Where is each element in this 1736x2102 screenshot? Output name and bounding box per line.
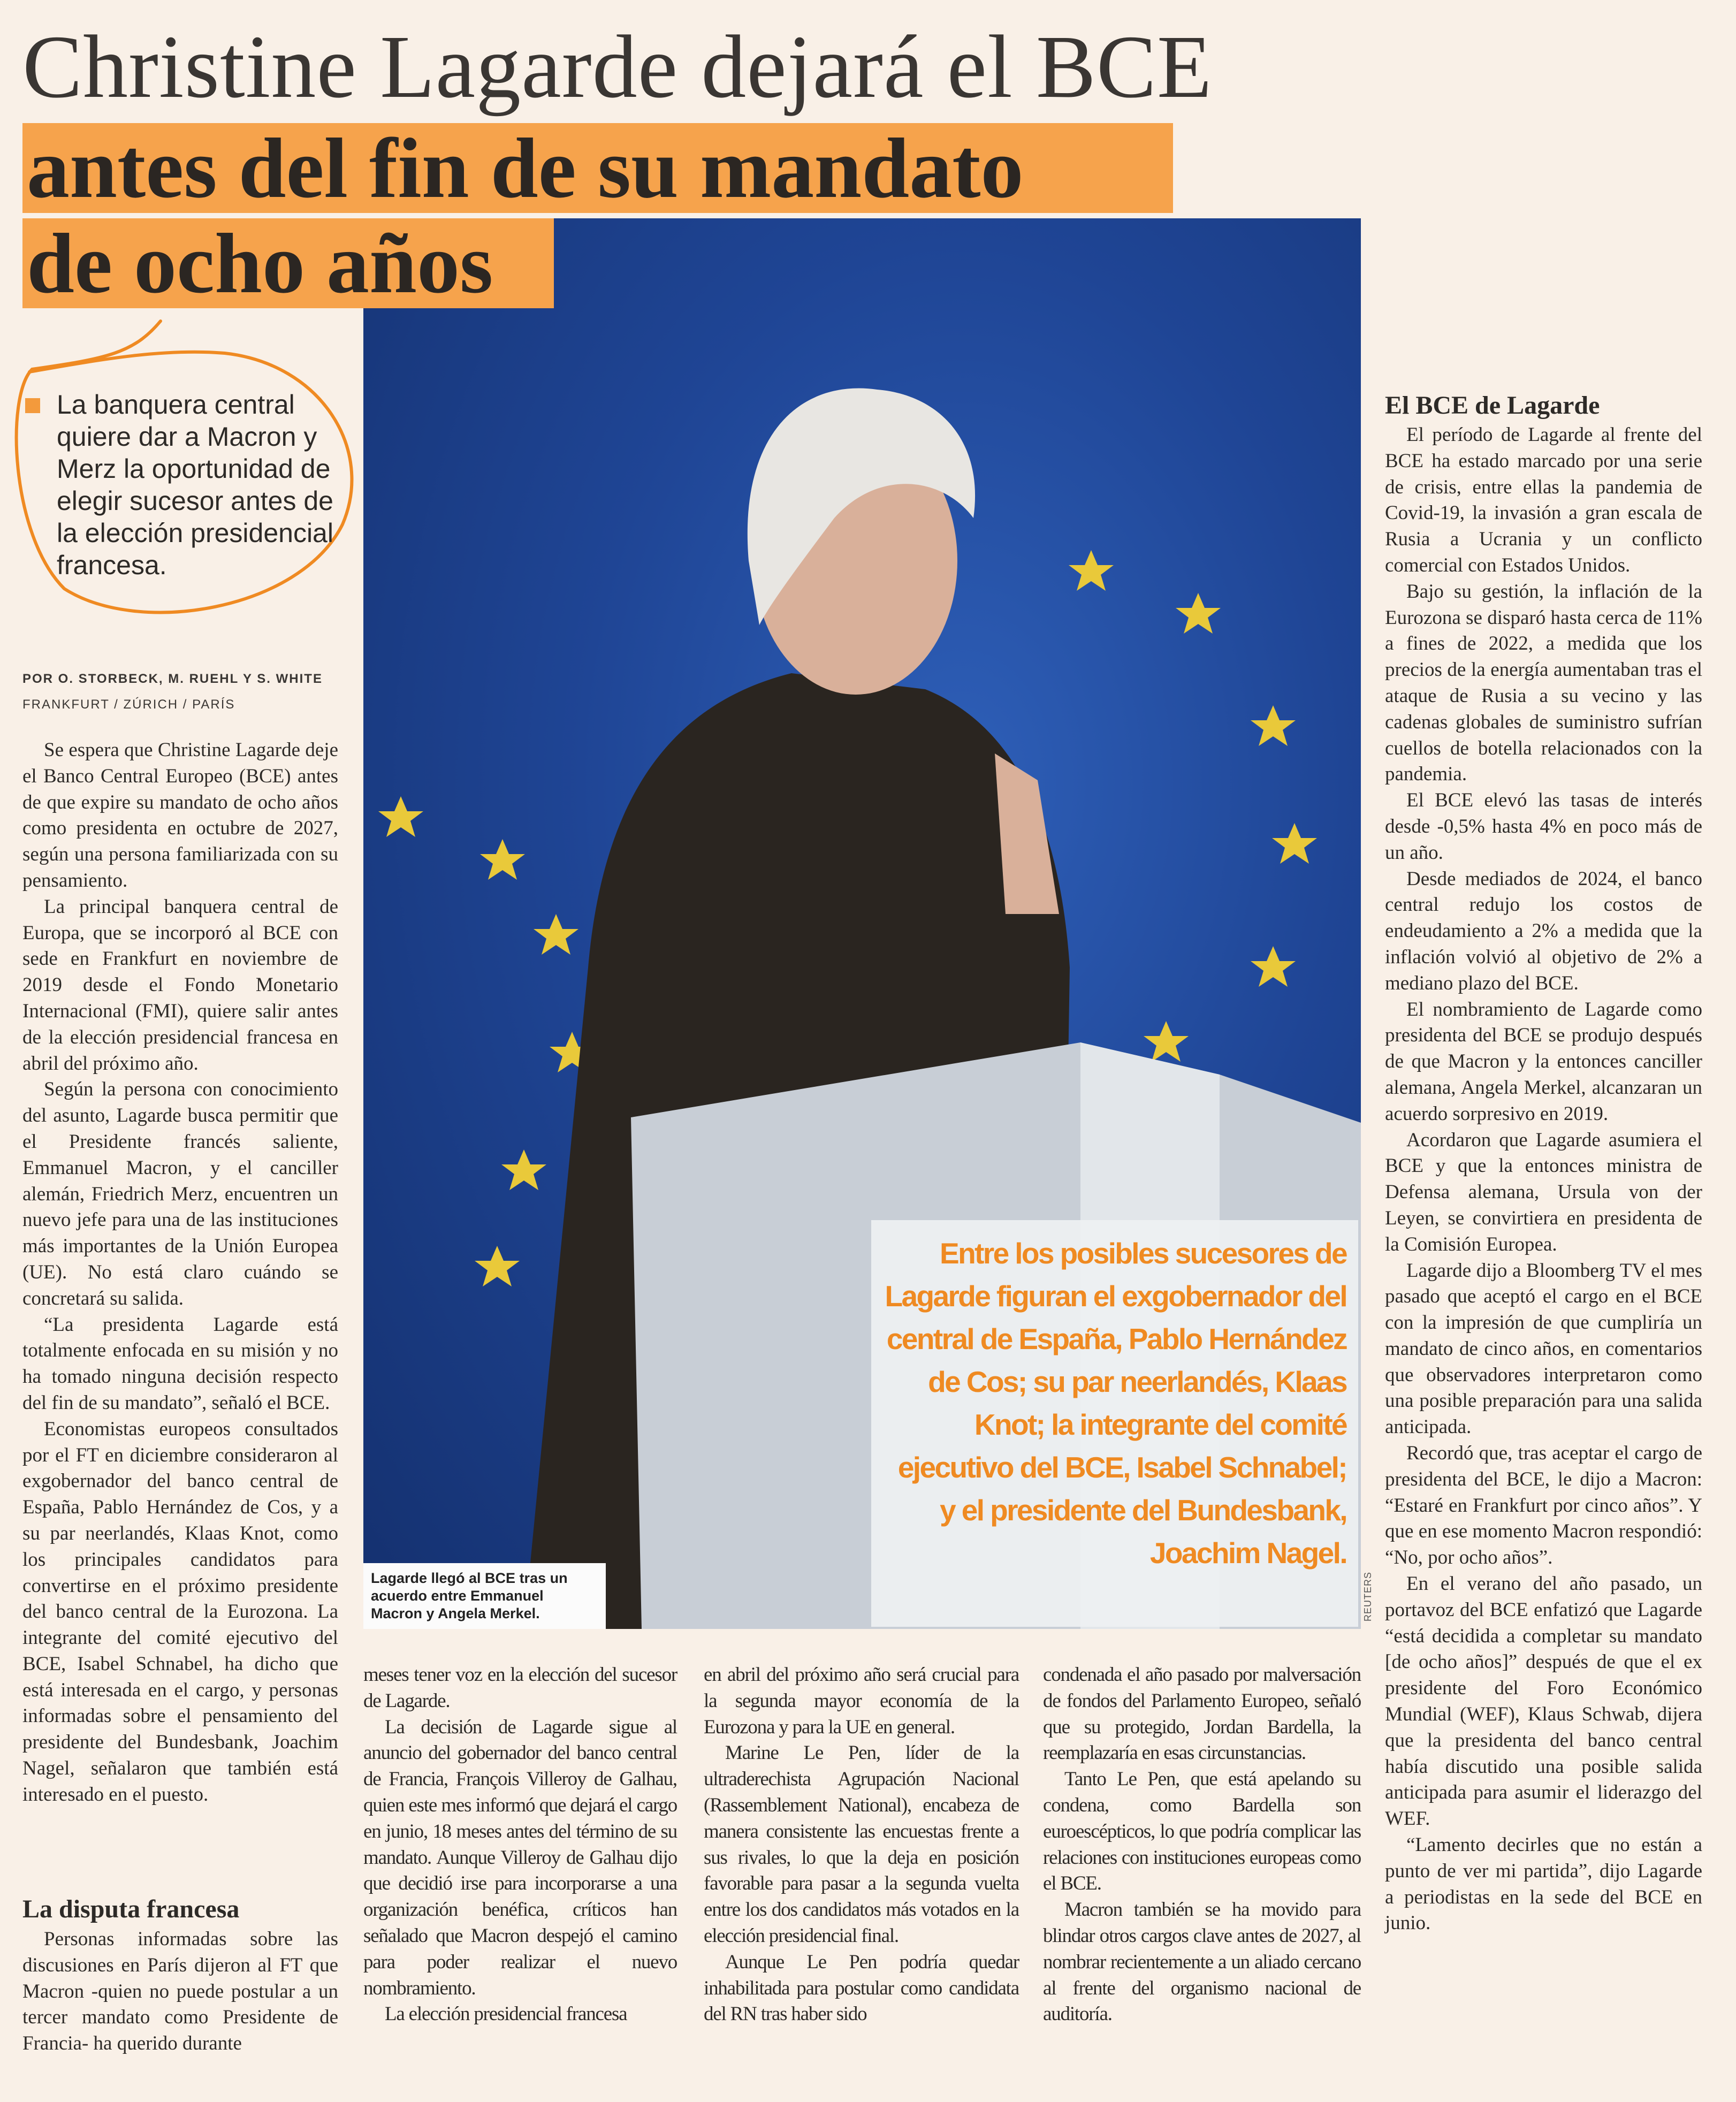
paragraph: Se espera que Christine Lagarde deje el Banco Central Europeo (BCE) antes de que expire su mandato de ocho años como presidenta en octubre de 2027, según una persona familiarizada con su pensamiento. bbox=[22, 739, 338, 892]
headline-line-2: antes del fin de su mandato bbox=[22, 123, 1173, 213]
paragraph: condenada el año pasado por malversación de fondos del Parlamento Europeo, señaló que su protegido, Jordan Bardella, la reemplazaría en esas circunstancias. bbox=[1043, 1664, 1361, 1764]
body-column-5 bbox=[1385, 422, 1702, 1937]
paragraph: “La presidenta Lagarde está totalmente enfocada en su misión y no ha tomado ninguna decisión respecto del fin de su mandato”, señaló el BCE. bbox=[22, 1313, 338, 1414]
headline-line-1: Christine Lagarde dejará el BCE bbox=[22, 17, 1213, 117]
paragraph: Desde mediados de 2024, el banco central redujo los costos de endeudamiento a 2% a medida que la inflación volvió al objetivo de 2% a mediano plazo del BCE. bbox=[1385, 867, 1702, 994]
paragraph: La principal banquera central de Europa, que se incorporó al BCE con sede en Frankfurt en noviembre de 2019 desde el Fondo Monetario Internacional (FMI), quiere salir antes de la elección presidencial francesa en abril del próximo año. bbox=[22, 895, 338, 1075]
bullet-square-icon bbox=[25, 398, 40, 413]
paragraph: La decisión de Lagarde sigue al anuncio del gobernador del banco central de Francia, François Villeroy de Galhau, quien este mes informó que dejará el cargo en junio, 18 meses antes del término de su mandato. Aunque Villeroy de Galhau dijo que decidió irse para incorporarse a una organización benéfica, críticos han señalado que Macron despejó el camino para poder realizar el nuevo nombramiento. bbox=[363, 1716, 677, 1999]
hand bbox=[995, 753, 1059, 914]
paragraph: Acordaron que Lagarde asumiera el BCE y que la entonces ministra de Defensa alemana, Ursula von der Leyen, se convirtiera en presidenta de la Comisión Europea. bbox=[1385, 1129, 1702, 1255]
body-column-4 bbox=[1043, 1662, 1361, 2028]
paragraph: en abril del próximo año será crucial para la segunda mayor economía de la Eurozona y para la UE en general. bbox=[704, 1664, 1019, 1738]
paragraph: La elección presidencial francesa bbox=[385, 2003, 627, 2025]
paragraph: Lagarde dijo a Bloomberg TV el mes pasado que aceptó el cargo en el BCE con la impresión de que cumpliría un mandato de cinco años, en comentarios que observadores interpretaron como una posible preparación para una salida anticipada. bbox=[1385, 1259, 1702, 1438]
paragraph: Economistas europeos consultados por el FT en diciembre consideraron al exgobernador del banco central de España, Pablo Hernández de Cos, y a su par neerlandés, Klaas Knot, como los principales candidatos para convertirse en el próximo presidente del banco central de la Eurozona. La integrante del comité ejecutivo del BCE, Isabel Schnabel, ha dicho que está interesada en el cargo, y personas informadas sobre el pensamiento del presidente del Bundesbank, Joachim Nagel, señalaron que también está interesado en el puesto. bbox=[22, 1418, 338, 1806]
pull-quote: Entre los posibles sucesores de Lagarde figuran el exgobernador del central de España, Pablo Hernández de Cos; su par neerlandés, Klaas Knot; la integrante del comité ejecutivo del BCE, Isabel Schnabel; y el presidente del Bundesbank, Joachim Nagel. bbox=[871, 1220, 1358, 1627]
photo-credit: REUTERS bbox=[1362, 1571, 1373, 1621]
paragraph: Aunque Le Pen podría quedar inhabilitada para postular como candidata del RN tras haber sido bbox=[704, 1951, 1019, 2025]
headline-line-3: de ocho años bbox=[22, 218, 554, 308]
subhead-ecb-of-lagarde: El BCE de Lagarde bbox=[1385, 391, 1600, 420]
body-column-1-continued bbox=[22, 1926, 338, 2057]
photo-caption: Lagarde llegó al BCE tras un acuerdo entre Emmanuel Macron y Angela Merkel. bbox=[363, 1563, 606, 1629]
paragraph: En el verano del año pasado, un portavoz del BCE enfatizó que Lagarde “está decidida a completar su mandato [de ocho años]” después de que el ex presidente del Foro Económico Mundial (WEF), Klaus Schwab, dijera que la presidenta del banco central había discutido una posible salida anticipada para asumir el liderazgo del WEF. bbox=[1385, 1573, 1702, 1830]
paragraph: “Lamento decirles que no están a punto de ver mi partida”, dijo Lagarde a periodistas en la sede del BCE en junio. bbox=[1385, 1834, 1702, 1935]
paragraph: El BCE elevó las tasas de interés desde -0,5% hasta 4% en poco más de un año. bbox=[1385, 789, 1702, 864]
body-column-1 bbox=[22, 737, 338, 1808]
paragraph: Tanto Le Pen, que está apelando su condena, como Bardella son euroescépticos, lo que podría complicar las relaciones con instituciones europeas como el BCE. bbox=[1043, 1768, 1361, 1895]
article-deck bbox=[22, 389, 344, 581]
byline bbox=[22, 666, 323, 718]
deck-text: La banquera central quiere dar a Macron y Merz la oportunidad de elegir sucesor antes de la elección presidencial francesa. bbox=[57, 390, 333, 580]
byline-locations: FRANKFURT / ZÚRICH / PARÍS bbox=[22, 697, 235, 712]
paragraph: Recordó que, tras aceptar el cargo de presidenta del BCE, le dijo a Macron: “Estaré en Frankfurt por cinco años”. Y que en ese momento Macron respondió: “No, por ocho años”. bbox=[1385, 1442, 1702, 1569]
paragraph: Según la persona con conocimiento del asunto, Lagarde busca permitir que el Presidente francés saliente, Emmanuel Macron, y el canciller alemán, Friedrich Merz, encuentren un nuevo jefe para una de las instituciones más importantes de la Unión Europea (UE). No está claro cuándo se concretará su salida. bbox=[22, 1078, 338, 1309]
paragraph: Personas informadas sobre las discusiones en París dijeron al FT que Macron -quien no puede postular a un tercer mandato como Presidente de Francia- ha querido durante bbox=[22, 1928, 338, 2055]
paragraph: meses tener voz en la elección del sucesor de Lagarde. bbox=[363, 1664, 677, 1712]
body-column-2 bbox=[363, 1662, 677, 2028]
paragraph: El nombramiento de Lagarde como presidenta del BCE se produjo después de que Macron y la entonces canciller alemana, Angela Merkel, alcanzaran un acuerdo sorpresivo en 2019. bbox=[1385, 998, 1702, 1125]
paragraph: Marine Le Pen, líder de la ultraderechista Agrupación Nacional (Rassemblement National), encabeza de manera consistente las encuestas frente a sus rivales, lo que la deja en posición favorable para pasar a la segunda vuelta entre los dos candidatos más votados en la elección presidencial final. bbox=[704, 1742, 1019, 1947]
byline-authors: POR O. STORBECK, M. RUEHL Y S. WHITE bbox=[22, 672, 323, 686]
body-column-3 bbox=[704, 1662, 1019, 2028]
paragraph: Bajo su gestión, la inflación de la Eurozona se disparó hasta cerca de 11% a fines de 2022, a medida que los precios de la energía aumentaban tras el ataque de Rusia a su vecino y las cadenas globales de suministro sufrían cuellos de botella relacionados con la pandemia. bbox=[1385, 580, 1702, 786]
paragraph: El período de Lagarde al frente del BCE ha estado marcado por una serie de crisis, entre ellas la pandemia de Covid-19, la invasión a gran escala de Rusia a Ucrania y un conflicto comercial con Estados Unidos. bbox=[1385, 424, 1702, 576]
paragraph: Macron también se ha movido para blindar otros cargos clave antes de 2027, al nombrar recientemente a un aliado cercano al frente del organismo nacional de auditoría. bbox=[1043, 1899, 1361, 2025]
subhead-french-dispute: La disputa francesa bbox=[22, 1895, 240, 1923]
